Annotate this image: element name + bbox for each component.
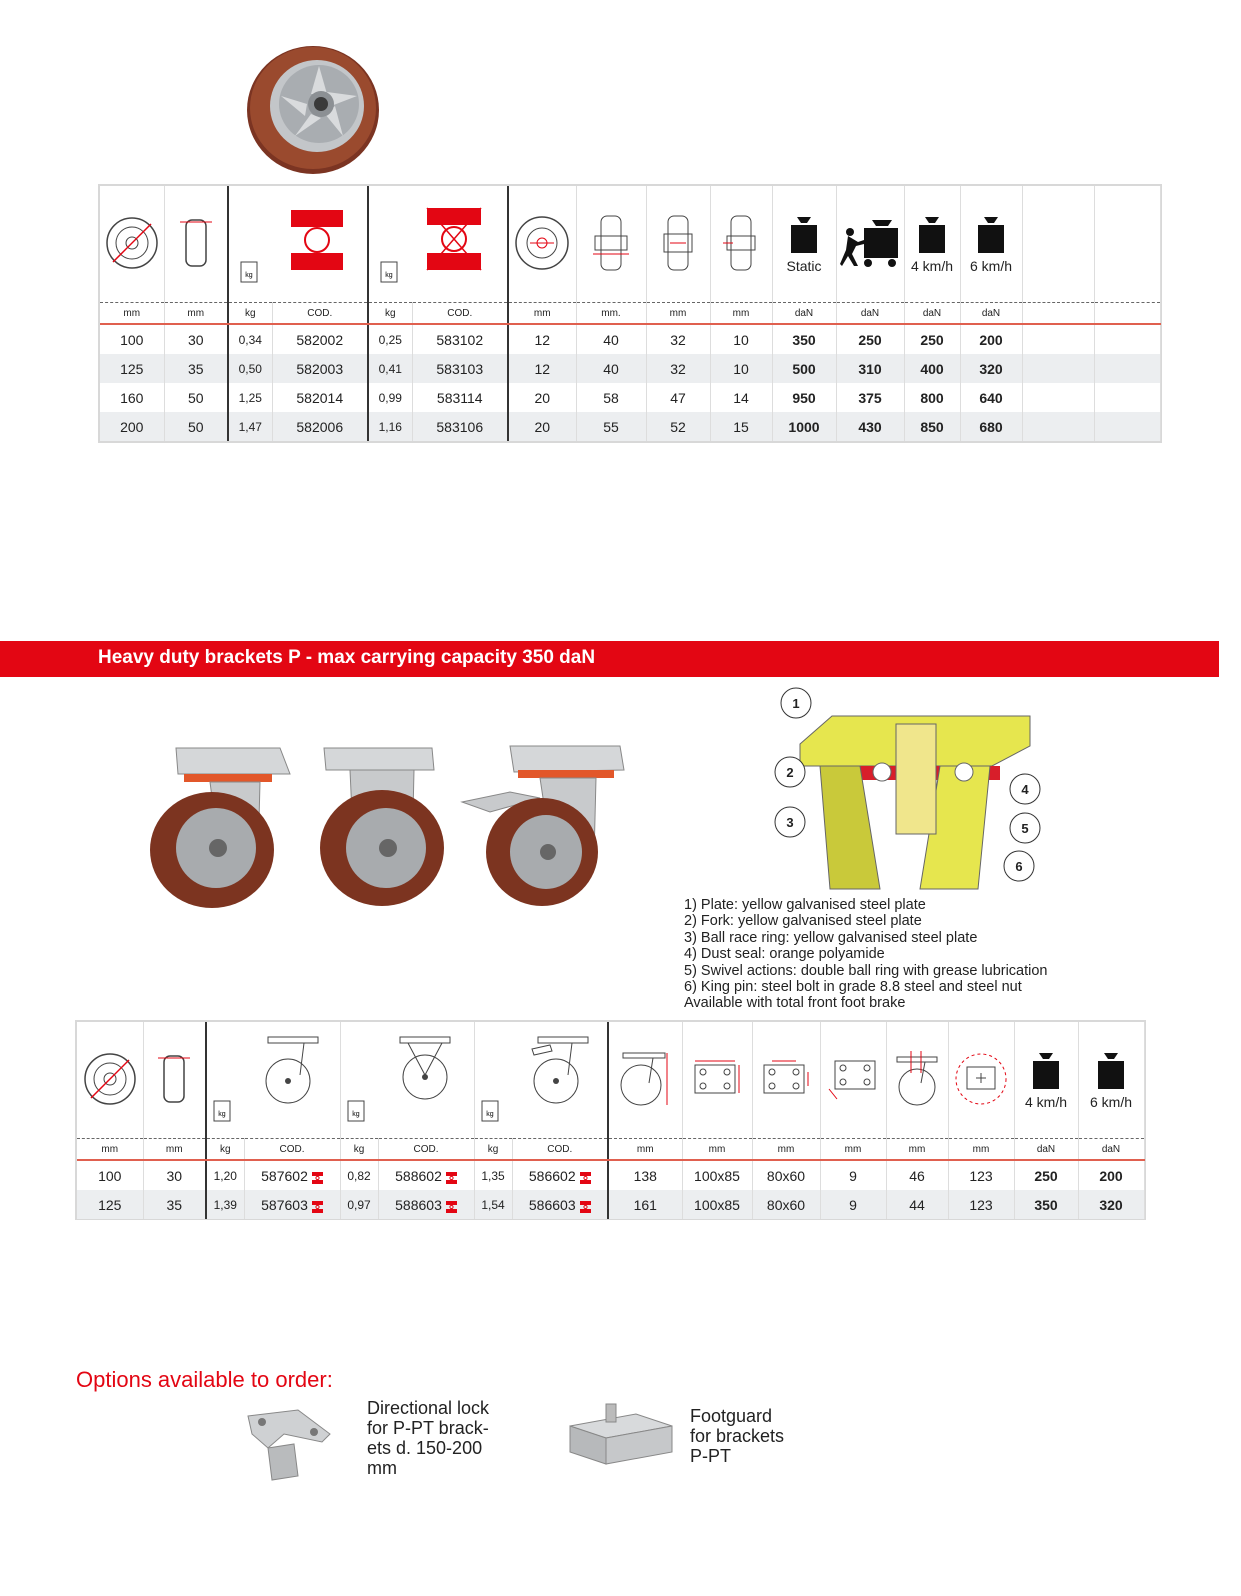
table-cell: 1,16 [368, 412, 412, 441]
table-cell: 100 [100, 324, 164, 354]
table-cell: 320 [960, 354, 1022, 383]
table-cell: 50 [164, 383, 228, 412]
table-cell: 100 [77, 1160, 143, 1190]
table-cell: 35 [164, 354, 228, 383]
speed-6-label: 6 km/h [969, 257, 1012, 274]
unit-cell: kg [474, 1139, 512, 1161]
bracket-diagram [770, 686, 1050, 892]
table-cell: 1,25 [228, 383, 272, 412]
section-title: Heavy duty brackets P - max carrying capacity 350 daN [98, 647, 596, 668]
unit-cell: COD. [244, 1139, 340, 1161]
bearing-mark-icon [312, 1171, 323, 1183]
table-row [100, 383, 1160, 412]
table-cell: 586602 [512, 1160, 608, 1190]
callout-5: 5 [1021, 821, 1029, 836]
directional-lock-photo [238, 1404, 338, 1482]
speed-6-load-icon [960, 186, 1022, 303]
table-cell: 160 [100, 383, 164, 412]
wheel-width-icon [143, 1022, 206, 1139]
table-cell: 47 [646, 383, 710, 412]
unit-cell: mm [948, 1139, 1014, 1161]
table-cell: 586603 [512, 1190, 608, 1219]
table-cell: 375 [836, 383, 904, 412]
table-cell: 250 [1014, 1160, 1078, 1190]
feature-2: 2) Fork: yellow galvanised steel plate [684, 913, 922, 930]
table-row [77, 1190, 1144, 1219]
wheel-diameter-icon [77, 1022, 143, 1139]
table-cell: 0,99 [368, 383, 412, 412]
table-row [100, 412, 1160, 441]
hole-spacing-icon [752, 1022, 820, 1139]
static-label: Static [786, 257, 822, 274]
static-load-icon [772, 186, 836, 303]
unit-cell: daN [960, 303, 1022, 325]
speed-4-label: 4 km/h [910, 257, 953, 274]
table-cell: 200 [960, 324, 1022, 354]
svg-text:kg: kg [245, 271, 253, 279]
table-cell: 320 [1078, 1190, 1144, 1219]
table-cell: 138 [608, 1160, 682, 1190]
table-cell: 123 [948, 1160, 1014, 1190]
unit-cell: COD. [378, 1139, 474, 1161]
table-row [100, 354, 1160, 383]
table-cell: 58 [576, 383, 646, 412]
feature-brake: Available with total front foot brake [684, 995, 906, 1012]
speed-4-load-icon [904, 186, 960, 303]
svg-text:kg: kg [486, 1110, 494, 1118]
table-cell: 1,47 [228, 412, 272, 441]
table-cell: 680 [960, 412, 1022, 441]
wheel-photo [247, 44, 383, 176]
unit-cell: COD. [412, 303, 508, 325]
table-cell: 250 [904, 324, 960, 354]
table-row [100, 324, 1160, 354]
hub-length-icon [576, 186, 646, 303]
table-cell: 200 [1078, 1160, 1144, 1190]
table-cell: 200 [100, 412, 164, 441]
table-cell: 55 [576, 412, 646, 441]
speed-6-load-icon [1078, 1022, 1144, 1139]
table-cell: 35 [143, 1190, 206, 1219]
table-cell: 0,97 [340, 1190, 378, 1219]
table-cell: 12 [508, 324, 576, 354]
fixed-bracket-icon [340, 1022, 474, 1139]
table-cell: 350 [772, 324, 836, 354]
unit-cell: daN [772, 303, 836, 325]
features-list [684, 897, 1048, 1012]
options-title: Options available to order: [76, 1367, 333, 1392]
table-cell: 587603 [244, 1190, 340, 1219]
unit-cell: mm [682, 1139, 752, 1161]
units-row [100, 303, 1160, 325]
bearing-mark-icon [580, 1200, 591, 1212]
unit-cell: mm. [576, 303, 646, 325]
speed-4-label: 4 km/h [1024, 1093, 1067, 1110]
table-cell: 80x60 [752, 1160, 820, 1190]
unit-cell: mm [77, 1139, 143, 1161]
table-cell: 400 [904, 354, 960, 383]
table-cell: 123 [948, 1190, 1014, 1219]
bearing-mark-icon [580, 1171, 591, 1183]
table-cell: 100x85 [682, 1190, 752, 1219]
unit-cell: mm [608, 1139, 682, 1161]
plate-size-icon [682, 1022, 752, 1139]
unit-cell: mm [143, 1139, 206, 1161]
table-cell: 30 [143, 1160, 206, 1190]
footguard-text: Footguard for brackets P-PT [690, 1406, 785, 1466]
table-cell: 10 [710, 354, 772, 383]
table-cell: 1000 [772, 412, 836, 441]
table-cell: 9 [820, 1160, 886, 1190]
unit-cell: kg [228, 303, 272, 325]
svg-text:kg: kg [218, 1110, 226, 1118]
table-cell: 40 [576, 324, 646, 354]
table-cell: 582014 [272, 383, 368, 412]
table-cell: 587602 [244, 1160, 340, 1190]
wheel-diameter-icon [100, 186, 164, 303]
table-cell: 14 [710, 383, 772, 412]
table-cell: 250 [836, 324, 904, 354]
brake-bracket-icon [474, 1022, 608, 1139]
section-banner [0, 641, 1219, 677]
units-row [77, 1139, 1144, 1161]
wheel-width-icon [164, 186, 228, 303]
table-cell: 588602 [378, 1160, 474, 1190]
bearing-mark-icon [446, 1171, 457, 1183]
unit-cell: COD. [272, 303, 368, 325]
table-cell: 950 [772, 383, 836, 412]
unit-cell: mm [100, 303, 164, 325]
table-cell: 582002 [272, 324, 368, 354]
callout-1: 1 [792, 696, 800, 711]
speed-6-label: 6 km/h [1089, 1093, 1132, 1110]
standard-bearing-icon [228, 186, 368, 303]
feature-3: 3) Ball race ring: yellow galvanised steel plate [684, 929, 978, 946]
unit-cell: kg [206, 1139, 244, 1161]
table-cell: 430 [836, 412, 904, 441]
table-cell: 500 [772, 354, 836, 383]
table-cell: 0,25 [368, 324, 412, 354]
spec-table-brackets [75, 1020, 1146, 1220]
table-cell: 583103 [412, 354, 508, 383]
svg-text:kg: kg [385, 271, 393, 279]
table-cell: 640 [960, 383, 1022, 412]
table-cell: 1,20 [206, 1160, 244, 1190]
unit-cell: kg [368, 303, 412, 325]
table-cell: 20 [508, 412, 576, 441]
unit-cell: kg [340, 1139, 378, 1161]
table-cell: 32 [646, 354, 710, 383]
table-cell: 0,34 [228, 324, 272, 354]
table-cell: 125 [77, 1190, 143, 1219]
table-cell: 40 [576, 354, 646, 383]
unit-cell: mm [886, 1139, 948, 1161]
unit-cell: mm [752, 1139, 820, 1161]
callout-4: 4 [1021, 782, 1029, 797]
feature-5: 5) Swivel actions: double ball ring with grease lubrication [684, 962, 1048, 979]
table-cell: 161 [608, 1190, 682, 1219]
table-cell: 9 [820, 1190, 886, 1219]
swivel-offset-icon [886, 1022, 948, 1139]
table-cell: 0,82 [340, 1160, 378, 1190]
callout-2: 2 [786, 765, 794, 780]
table-cell: 588603 [378, 1190, 474, 1219]
push-load-icon [836, 186, 904, 303]
table-cell: 15 [710, 412, 772, 441]
unit-cell: mm [164, 303, 228, 325]
svg-text:kg: kg [352, 1110, 360, 1118]
table-cell: 800 [904, 383, 960, 412]
unit-cell: daN [904, 303, 960, 325]
speed-4-load-icon [1014, 1022, 1078, 1139]
table-cell: 310 [836, 354, 904, 383]
table-cell: 20 [508, 383, 576, 412]
spec-table-wheels [98, 184, 1162, 443]
table-cell: 125 [100, 354, 164, 383]
table-cell: 582006 [272, 412, 368, 441]
table-cell: 583102 [412, 324, 508, 354]
table-cell: 0,50 [228, 354, 272, 383]
table-cell: 1,35 [474, 1160, 512, 1190]
unit-cell: mm [710, 303, 772, 325]
table-cell: 80x60 [752, 1190, 820, 1219]
table-cell: 50 [164, 412, 228, 441]
table-cell: 12 [508, 354, 576, 383]
table-cell: 52 [646, 412, 710, 441]
unit-cell: mm [508, 303, 576, 325]
feature-4: 4) Dust seal: orange polyamide [684, 946, 885, 963]
feature-1: 1) Plate: yellow galvanised steel plate [684, 897, 926, 913]
swivel-radius-icon [948, 1022, 1014, 1139]
sealed-bearing-icon [368, 186, 508, 303]
unit-cell: COD. [512, 1139, 608, 1161]
table-cell: 582003 [272, 354, 368, 383]
table-row [77, 1160, 1144, 1190]
unit-cell: daN [1078, 1139, 1144, 1161]
table-cell: 10 [710, 324, 772, 354]
unit-cell: daN [836, 303, 904, 325]
bearing-mark-icon [312, 1200, 323, 1212]
table-cell: 44 [886, 1190, 948, 1219]
table-cell: 850 [904, 412, 960, 441]
hub-offset-icon [710, 186, 772, 303]
hub-bore-icon [508, 186, 576, 303]
callout-3: 3 [786, 815, 794, 830]
unit-cell: mm [820, 1139, 886, 1161]
bearing-mark-icon [446, 1200, 457, 1212]
directional-lock-text: Directional lock for P-PT brack- ets d. 150-200 mm [367, 1398, 490, 1478]
table-cell: 583114 [412, 383, 508, 412]
table-cell: 32 [646, 324, 710, 354]
table-cell: 46 [886, 1160, 948, 1190]
table-cell: 0,41 [368, 354, 412, 383]
table-cell: 1,54 [474, 1190, 512, 1219]
table-cell: 30 [164, 324, 228, 354]
callout-6: 6 [1015, 859, 1023, 874]
swivel-bracket-icon [206, 1022, 340, 1139]
bolt-hole-icon [820, 1022, 886, 1139]
unit-cell: daN [1014, 1139, 1078, 1161]
table-cell: 100x85 [682, 1160, 752, 1190]
table-cell: 1,39 [206, 1190, 244, 1219]
caster-photos [140, 740, 640, 910]
table-cell: 350 [1014, 1190, 1078, 1219]
unit-cell: mm [646, 303, 710, 325]
footguard-photo [566, 1400, 676, 1468]
hub-width-icon [646, 186, 710, 303]
table-cell: 583106 [412, 412, 508, 441]
feature-6: 6) King pin: steel bolt in grade 8.8 steel and steel nut [684, 979, 1022, 996]
total-height-icon [608, 1022, 682, 1139]
